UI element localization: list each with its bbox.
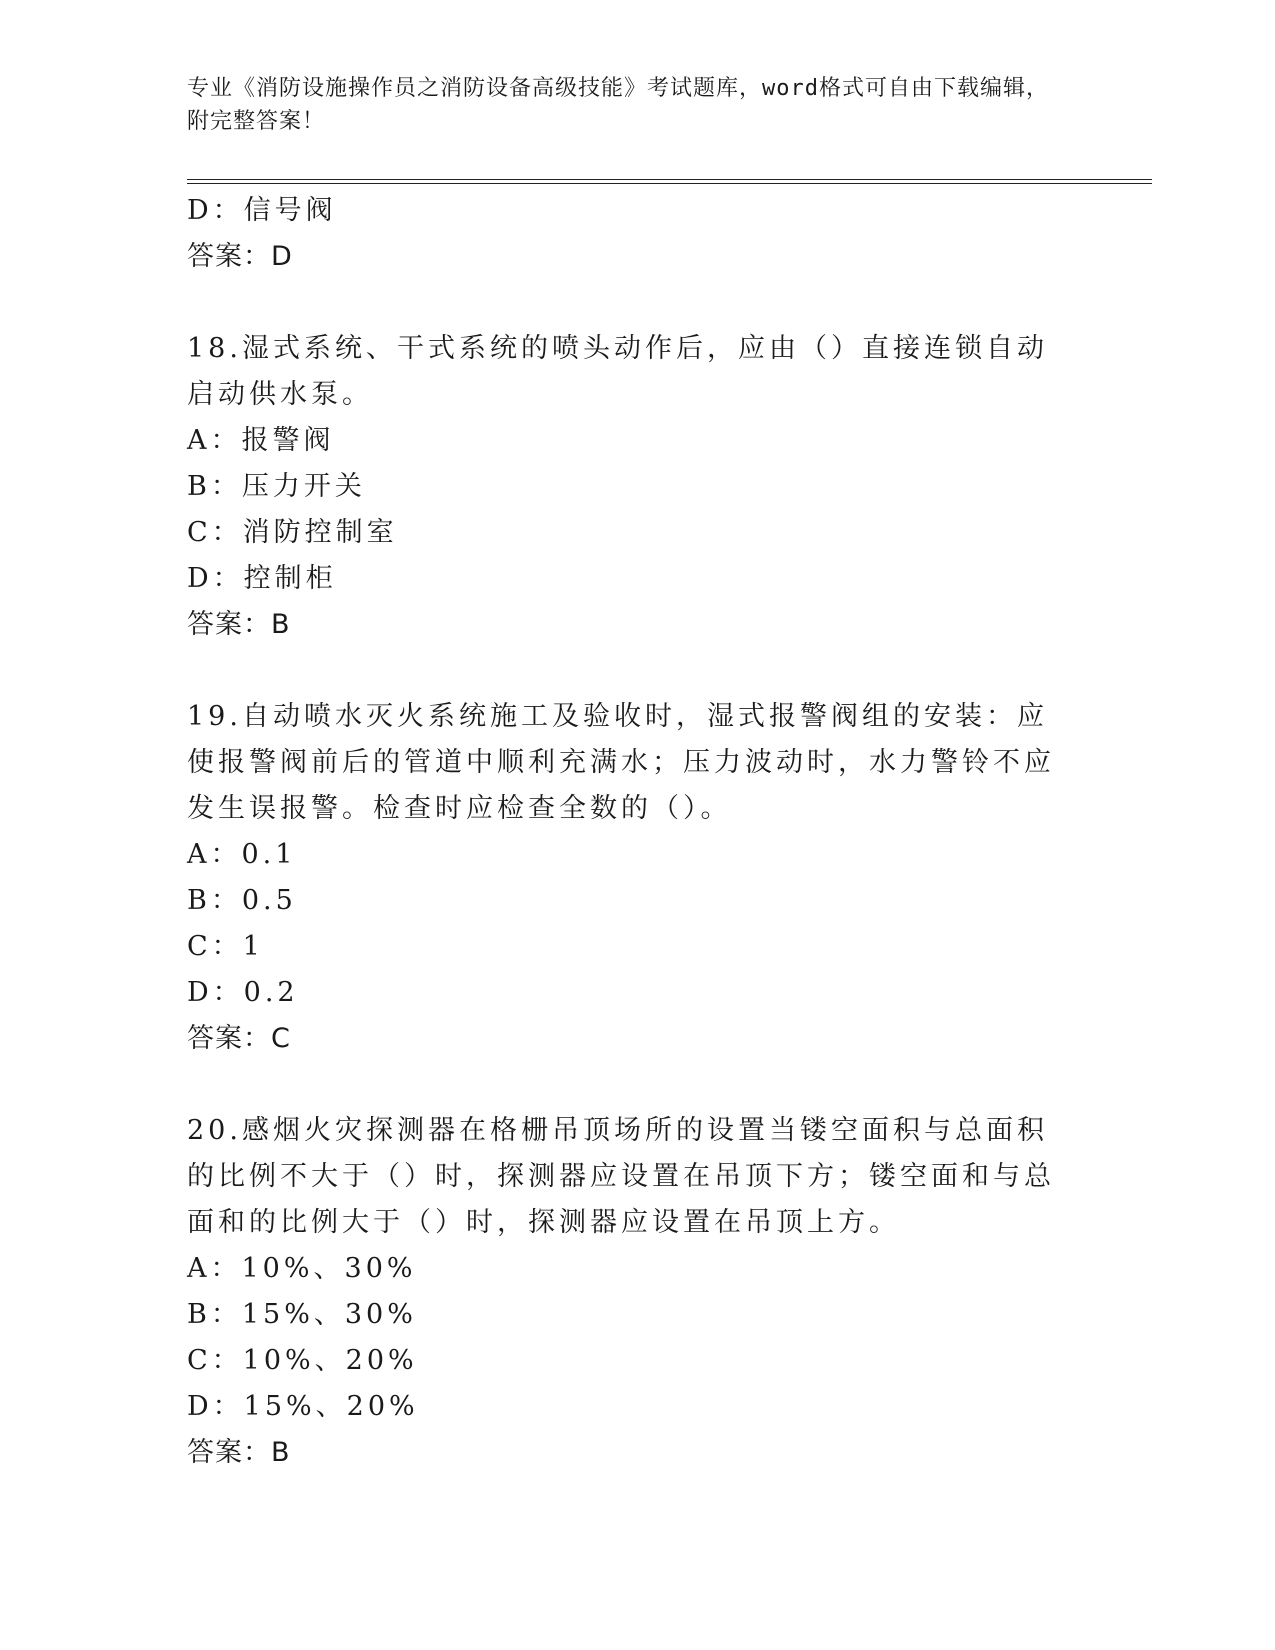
- question-stem: 20.感烟火灾探测器在格栅吊顶场所的设置当镂空面积与总面积的比例不大于（）时，探测器应设置在吊顶下方；镂空面和与总面和的比例大于（）时，探测器应设置在吊顶上方。: [187, 1115, 1055, 1238]
- header-rule-bottom: [187, 183, 1152, 184]
- header-text: 专业《消防设施操作员之消防设备高级技能》考试题库，word格式可自由下载编辑，附完整答案！: [187, 76, 1049, 134]
- option-c: C：消防控制室: [187, 517, 398, 548]
- question-20: [187, 1108, 1087, 1476]
- header-rule-top: [187, 179, 1152, 180]
- option-b: B：压力开关: [187, 471, 366, 502]
- option-a: A：报警阀: [187, 425, 335, 456]
- option-c: C：1: [187, 931, 264, 962]
- question-content: [187, 188, 1087, 1476]
- question-19: [187, 694, 1087, 1062]
- option-a: A：10%、30%: [187, 1253, 417, 1284]
- document-header: [187, 72, 1067, 138]
- question-stem: 18.湿式系统、干式系统的喷头动作后，应由（）直接连锁自动启动供水泵。: [187, 333, 1048, 410]
- question-stem: 19.自动喷水灭火系统施工及验收时，湿式报警阀组的安装：应使报警阀前后的管道中顺利充满水；压力波动时，水力警铃不应发生误报警。检查时应检查全数的（）。: [187, 701, 1055, 824]
- question-18: [187, 326, 1087, 648]
- option-a: A：0.1: [187, 839, 297, 870]
- option-b: B：15%、30%: [187, 1299, 417, 1330]
- prev-option-d: D：信号阀: [187, 195, 337, 226]
- answer: 答案：C: [187, 1023, 291, 1054]
- option-c: C：10%、20%: [187, 1345, 418, 1376]
- option-d: D：0.2: [187, 977, 299, 1008]
- answer: 答案：B: [187, 1437, 291, 1468]
- prev-answer: 答案：D: [187, 241, 293, 272]
- option-d: D：控制柜: [187, 563, 337, 594]
- answer: 答案：B: [187, 609, 291, 640]
- option-b: B：0.5: [187, 885, 297, 916]
- option-d: D：15%、20%: [187, 1391, 419, 1422]
